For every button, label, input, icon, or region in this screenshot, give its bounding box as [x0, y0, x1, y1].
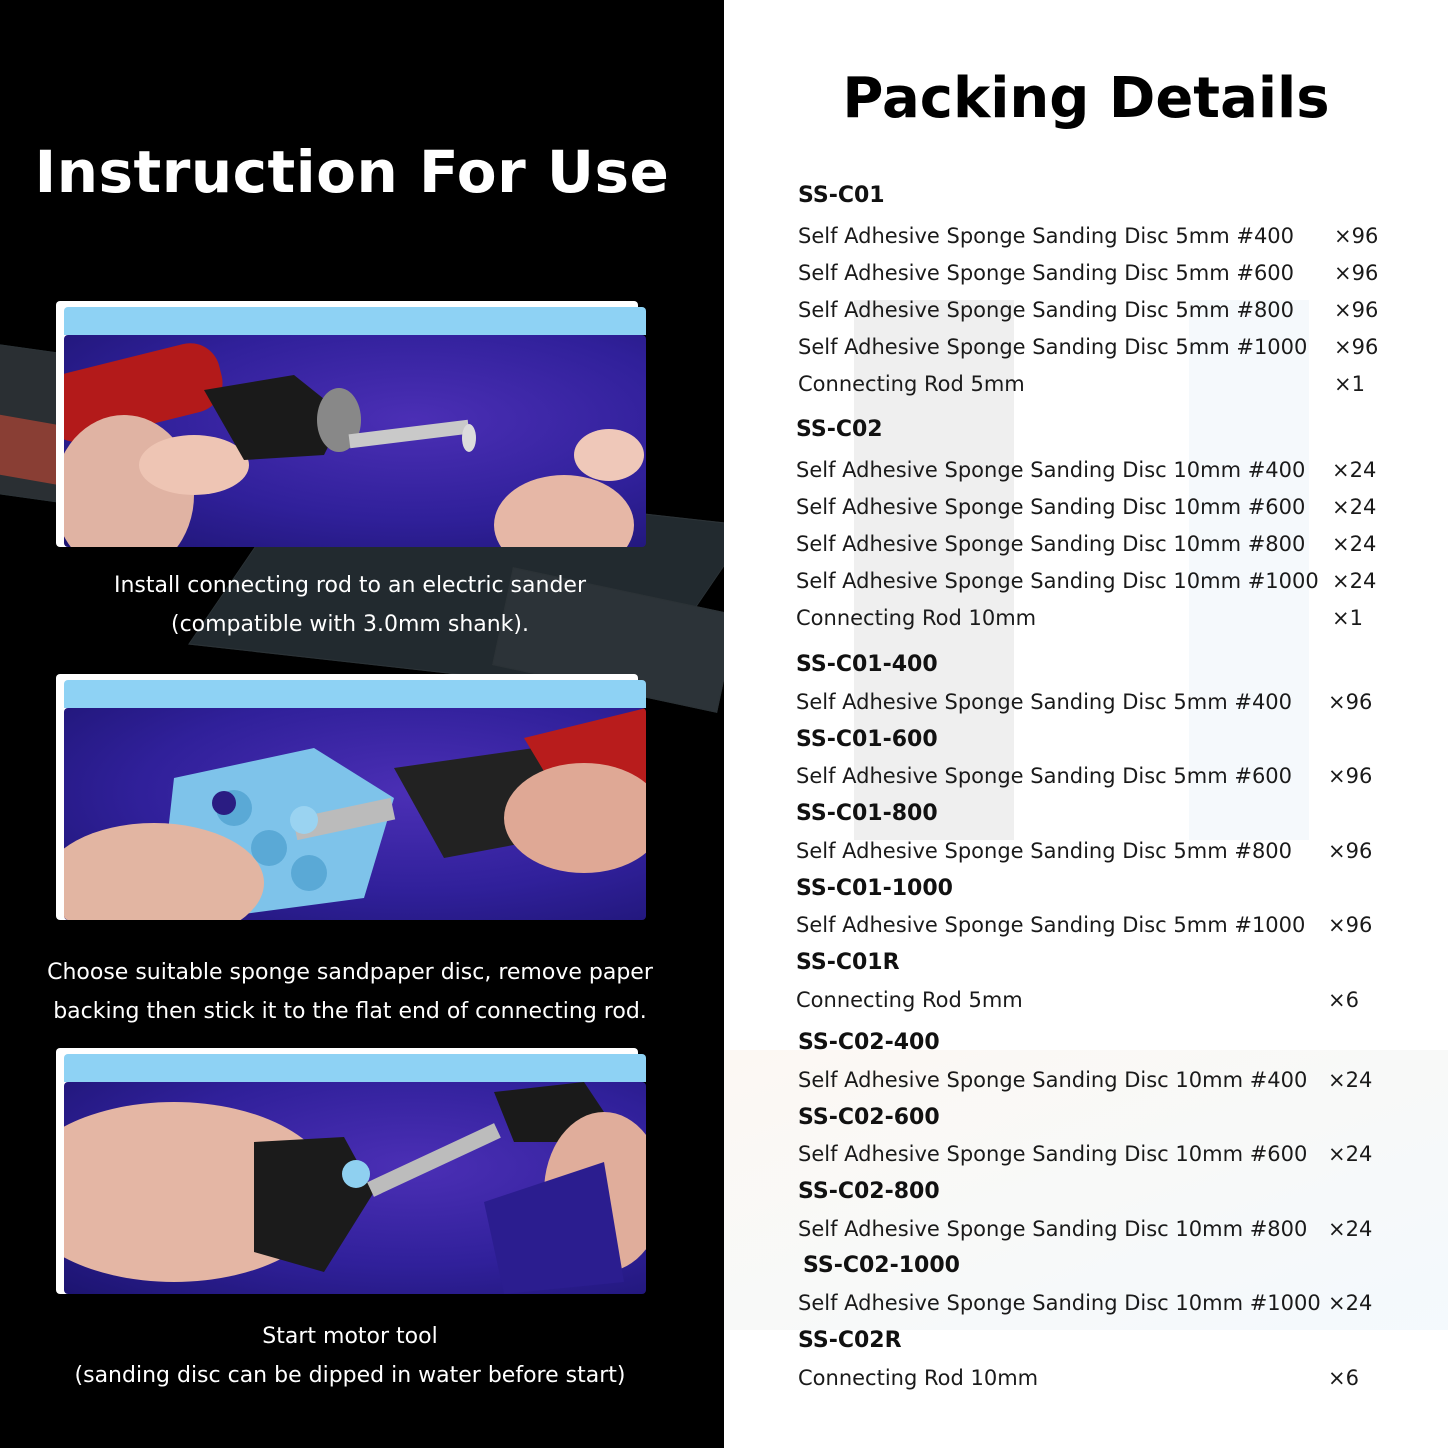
- package-item: Connecting Rod 10mm: [798, 1366, 1039, 1390]
- step-2-card: [56, 674, 646, 922]
- package-code: SS-C02-800: [798, 1179, 940, 1204]
- package-item: Self Adhesive Sponge Sanding Disc 10mm #800: [796, 532, 1306, 556]
- package-item: Connecting Rod 10mm: [796, 606, 1037, 630]
- package-item: Self Adhesive Sponge Sanding Disc 5mm #400: [798, 224, 1295, 248]
- package-qty: ×24: [1332, 495, 1377, 519]
- package-code: SS-C01-600: [796, 727, 938, 752]
- package-code: SS-C01: [798, 183, 885, 208]
- package-item: Self Adhesive Sponge Sanding Disc 5mm #400: [796, 690, 1293, 714]
- step-3-card: [56, 1048, 646, 1296]
- step-1-photo: [64, 335, 646, 547]
- package-item: Self Adhesive Sponge Sanding Disc 5mm #600: [796, 764, 1293, 788]
- package-code: SS-C02-600: [798, 1105, 940, 1130]
- package-item: Self Adhesive Sponge Sanding Disc 5mm #800: [796, 839, 1293, 863]
- package-item: Self Adhesive Sponge Sanding Disc 5mm #800: [798, 298, 1295, 322]
- step-3-photo: [64, 1082, 646, 1294]
- package-item: Self Adhesive Sponge Sanding Disc 10mm #800: [798, 1217, 1308, 1241]
- package-item: Self Adhesive Sponge Sanding Disc 10mm #1000: [798, 1291, 1321, 1315]
- package-qty: ×96: [1334, 224, 1379, 248]
- package-code: SS-C02: [796, 417, 883, 442]
- package-qty: ×96: [1328, 913, 1373, 937]
- package-item: Connecting Rod 5mm: [796, 988, 1023, 1012]
- package-qty: ×24: [1328, 1068, 1373, 1092]
- step-1-card: [56, 301, 646, 549]
- package-qty: ×24: [1328, 1142, 1373, 1166]
- step-3-caption: Start motor tool (sanding disc can be dipped in water before start): [74, 1324, 626, 1388]
- package-qty: ×24: [1332, 458, 1377, 482]
- package-qty: ×96: [1334, 298, 1379, 322]
- packing-panel: [724, 0, 1448, 1448]
- package-qty: ×24: [1332, 569, 1377, 593]
- package-item: Self Adhesive Sponge Sanding Disc 10mm #400: [798, 1068, 1308, 1092]
- packing-title: Packing Details: [842, 66, 1330, 131]
- package-code: SS-C02-1000: [803, 1253, 960, 1278]
- package-qty: ×96: [1334, 261, 1379, 285]
- package-qty: ×96: [1328, 839, 1373, 863]
- package-code: SS-C01-400: [796, 652, 938, 677]
- step-1-caption: Install connecting rod to an electric sander (compatible with 3.0mm shank).: [114, 573, 586, 637]
- package-item: Connecting Rod 5mm: [798, 372, 1025, 396]
- package-qty: ×24: [1332, 532, 1377, 556]
- package-code: SS-C01-1000: [796, 876, 953, 901]
- sanding-pad-decoration: [0, 415, 60, 486]
- package-qty: ×24: [1328, 1217, 1373, 1241]
- package-item: Self Adhesive Sponge Sanding Disc 10mm #600: [796, 495, 1306, 519]
- package-qty: ×1: [1334, 372, 1365, 396]
- package-qty: ×96: [1328, 764, 1373, 788]
- package-qty: ×96: [1334, 335, 1379, 359]
- instruction-title: Instruction For Use: [34, 138, 670, 206]
- package-item: Self Adhesive Sponge Sanding Disc 10mm #400: [796, 458, 1306, 482]
- package-code: SS-C01-800: [796, 801, 938, 826]
- package-item: Self Adhesive Sponge Sanding Disc 5mm #1000: [798, 335, 1308, 359]
- package-code: SS-C02R: [798, 1328, 902, 1353]
- package-qty: ×6: [1328, 1366, 1359, 1390]
- package-item: Self Adhesive Sponge Sanding Disc 5mm #600: [798, 261, 1295, 285]
- package-item: Self Adhesive Sponge Sanding Disc 10mm #1000: [796, 569, 1319, 593]
- package-qty: ×96: [1328, 690, 1373, 714]
- package-qty: ×1: [1332, 606, 1363, 630]
- step-2-caption: Choose suitable sponge sandpaper disc, remove paper backing then stick it to the flat end of connecting rod.: [47, 960, 653, 1024]
- package-qty: ×6: [1328, 988, 1359, 1012]
- package-item: Self Adhesive Sponge Sanding Disc 10mm #600: [798, 1142, 1308, 1166]
- package-item: Self Adhesive Sponge Sanding Disc 5mm #1000: [796, 913, 1306, 937]
- package-qty: ×24: [1328, 1291, 1373, 1315]
- package-code: SS-C02-400: [798, 1030, 940, 1055]
- package-code: SS-C01R: [796, 950, 900, 975]
- step-2-photo: [64, 708, 646, 920]
